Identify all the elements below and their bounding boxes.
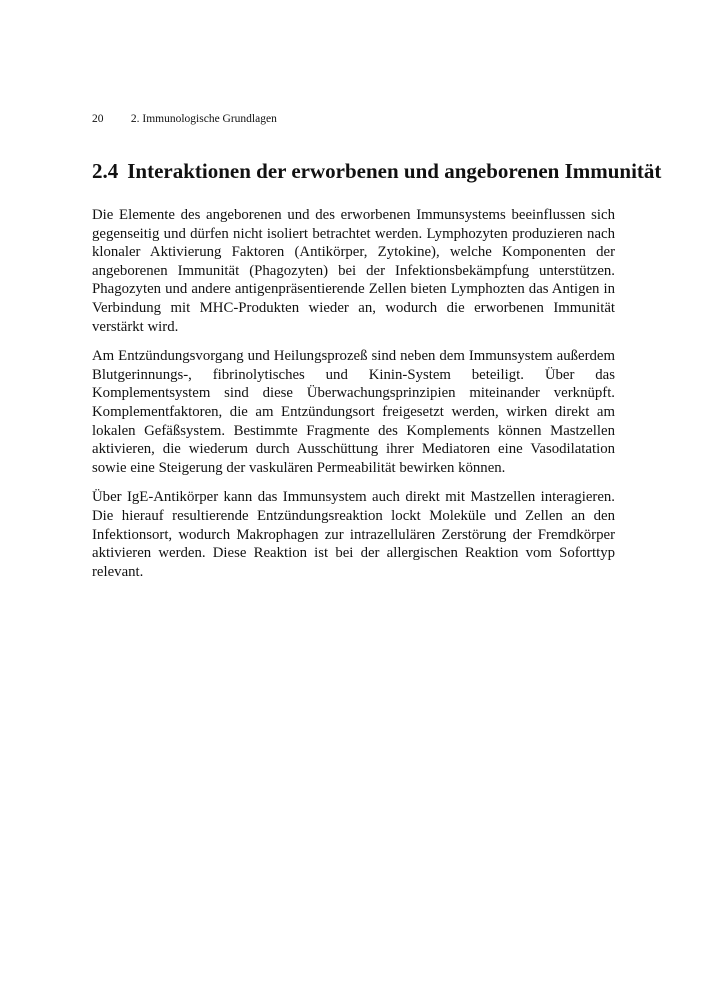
page-number: 20: [92, 113, 104, 125]
section-title: Interaktionen der erworbenen und angeborenen Immunität: [127, 159, 662, 183]
paragraph-inflammation-complement: Am Entzündungsvorgang und Heilungsprozeß sind neben dem Immunsystem außerdem Blutgerinnungs-, fibrinolytisches und Kinin-System beteiligt. Über das Komplementsystem sind diese Überwachungsprinzipien miteinander verknüpft. Komplementfaktoren, die am Entzündungsort freigesetzt werden, wirken direkt am lokalen Gefäßsystem. Bestimmte Fragmente des Komplements können Mastzellen aktivieren, die wiederum durch Ausschüttung ihrer Mediatoren eine Vasodilatation sowie eine Steigerung der vaskulären Permeabilität bewirken können.: [92, 348, 615, 476]
paragraph-immune-interaction: Die Elemente des angeborenen und des erworbenen Immunsystems beeinflussen sich gegenseitig und dürfen nicht isoliert betrachtet werden. Lymphozyten produzieren nach klonaler Aktivierung Faktoren (Antikörper, Zytokine), welche Komponenten der angeborenen Immunität (Phagozyten) bei der Infektionsbekämpfung unterstützen. Phagozyten und andere antigenpräsentierende Zellen bieten Lymphozten das Antigen in Verbindung mit MHC-Produkten wieder an, wodurch die erworbenen Immunität verstärkt wird.: [92, 207, 615, 335]
running-header: [92, 112, 277, 126]
paragraph-ige-mast-cells: Über IgE-Antikörper kann das Immunsystem auch direkt mit Mastzellen interagieren. Die hierauf resultierende Entzündungsreaktion lockt Moleküle und Zellen an den Infektionsort, wodurch Makrophagen zur intrazellulären Zerstörung der Fremdkörper aktivieren werden. Diese Reaktion ist bei der allergischen Reaktion vom Soforttyp relevant.: [92, 489, 615, 580]
section-number: 2.4: [92, 159, 119, 183]
chapter-title: 2. Immunologische Grundlagen: [130, 113, 277, 125]
section-heading: [92, 158, 661, 184]
body-text: [92, 206, 615, 592]
